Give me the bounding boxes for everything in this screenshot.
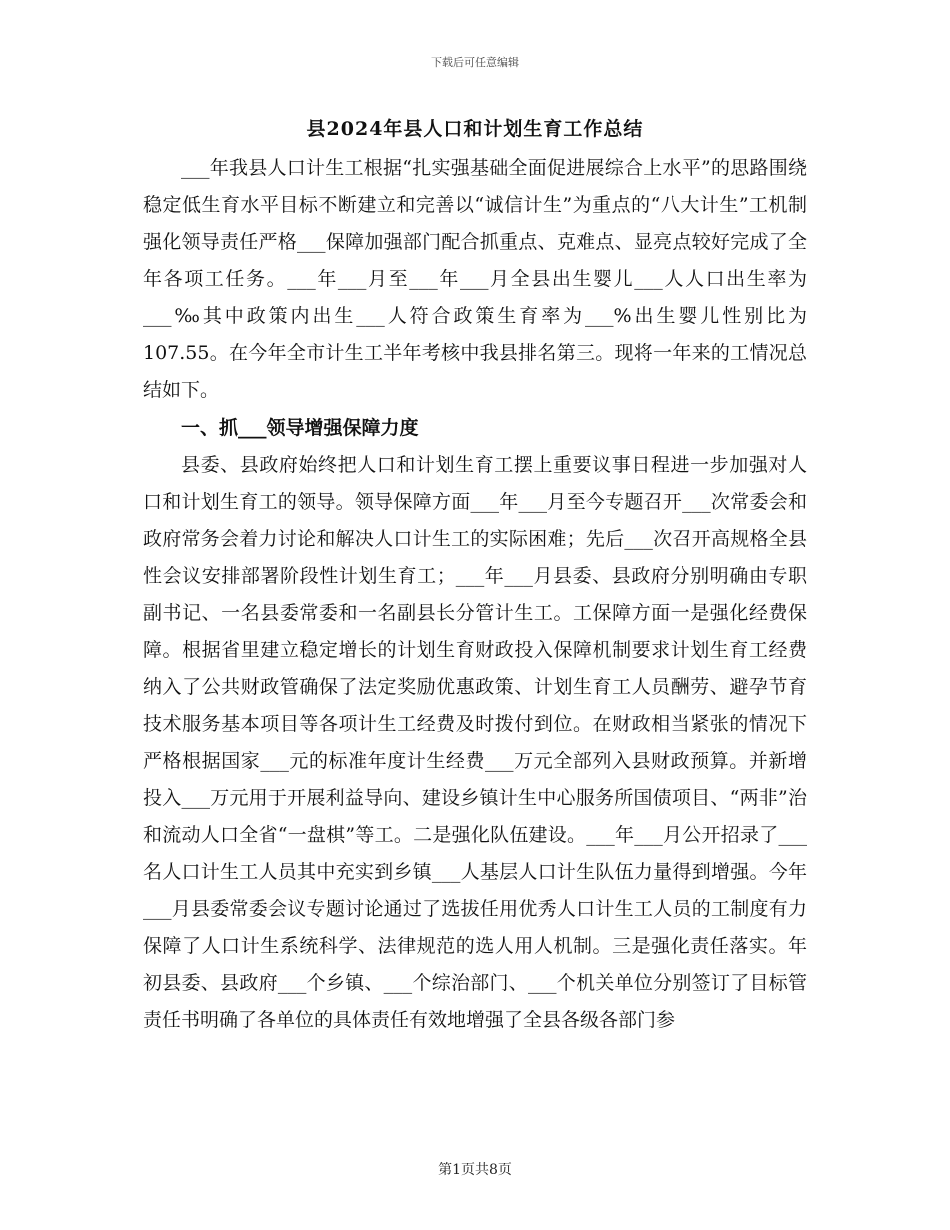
section-1-paragraph: 县委、县政府始终把人口和计划生育工摆上重要议事日程进一步加强对人口和计划生育工的领导。领导保障方面___年___月至今专题召开___次常委会和政府常务会着力讨论和解决人口计生工的实际困难；先后___次召开高规格全县性会议安排部署阶段性计划生育工；___年___月县委、县政府分别明确由专职副书记、一名县委常委和一名副县长分管计生工。工保障方面一是强化经费保障。根据省里建立稳定增长的计划生育财政投入保障机制要求计划生育工经费纳入了公共财政管确保了法定奖励优惠政策、计划生育工人员酬劳、避孕节育技术服务基本项目等各项计生工经费及时拨付到位。在财政相当紧张的情况下严格根据国家___元的标准年度计生经费___万元全部列入县财政预算。并新增投入___万元用于开展利益导向、建设乡镇计生中心服务所国债项目、“两非”治和流动人口全省“一盘棋”等工。二是强化队伍建设。___年___月公开招录了___名人口计生工人员其中充实到乡镇___人基层人口计生队伍力量得到增强。今年___月县委常委会议专题讨论通过了选拔任用优秀人口计生工人员的工制度有力保障了人口计生系统科学、法律规范的选人用人机制。三是强化责任落实。年初县委、县政府___个乡镇、___个综治部门、___个机关单位分别签订了目标管责任书明确了各单位的具体责任有效地增强了全县各级各部门参: [143, 454, 807, 1031]
intro-paragraph: ___年我县人口计生工根据“扎实强基础全面促进展综合上水平”的思路围绕稳定低生育水平目标不断建立和完善以“诚信计生”为重点的“八大计生”工机制强化领导责任严格___保障加强部门配合抓重点、克难点、显亮点较好完成了全年各项工任务。___年___月至___年___月全县出生婴儿___人人口出生率为___‰其中政策内出生___人符合政策生育率为___%出生婴儿性别比为107.55。在今年全市计生工半年考核中我县排名第三。现将一年来的工情况总结如下。: [143, 157, 807, 401]
page-header-note: 下载后可任意编辑: [431, 56, 519, 69]
document-body: [143, 150, 807, 1039]
section-heading-1: 一、抓___领导增强保障力度: [181, 417, 419, 439]
document-title: 县2024年县人口和计划生育工作总结: [306, 118, 644, 140]
page-number: 第1页共8页: [438, 1162, 512, 1178]
